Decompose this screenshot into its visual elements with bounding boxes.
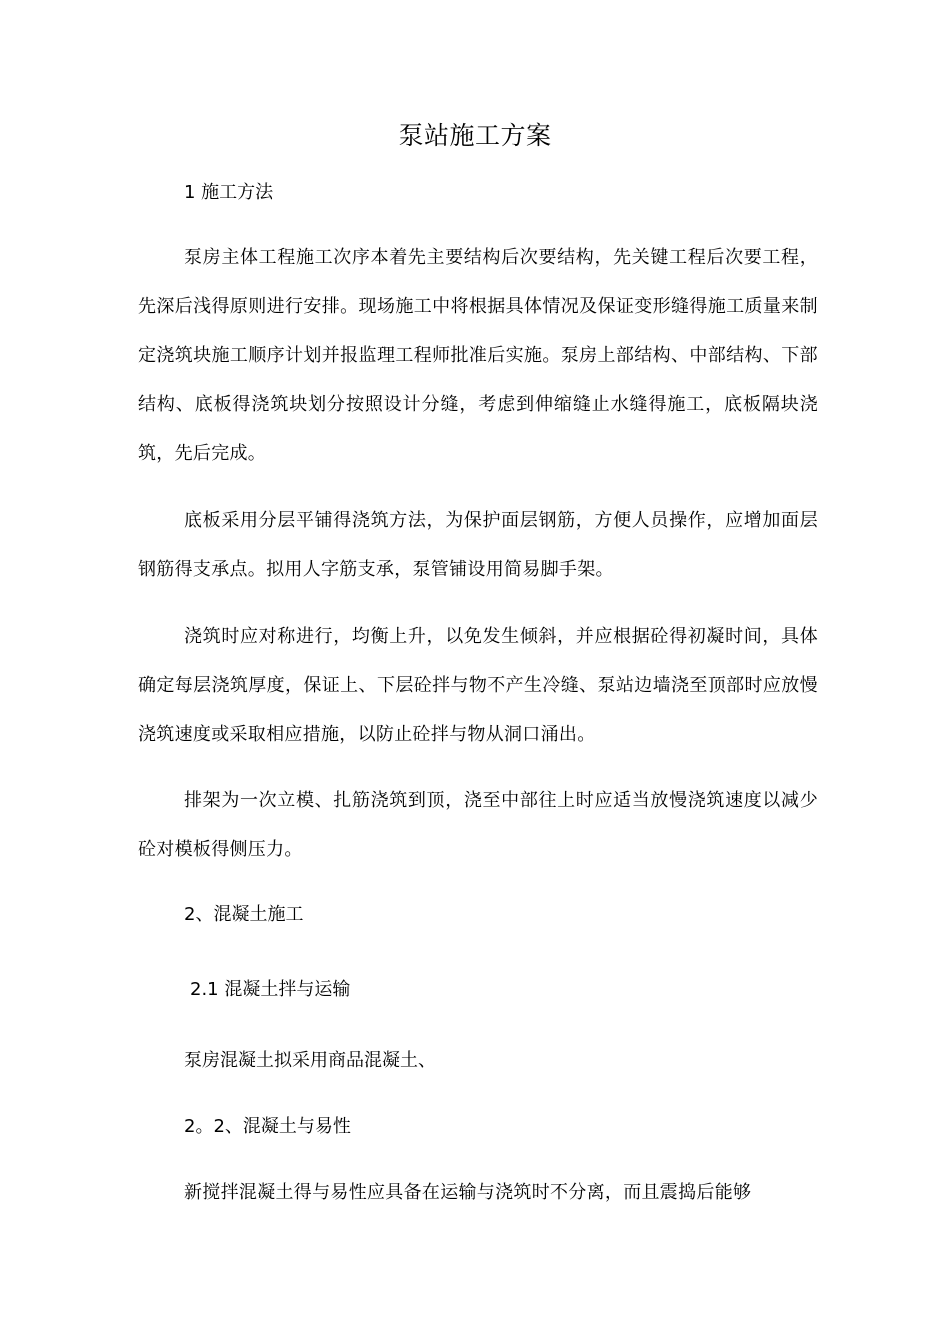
paragraph-2: 底板采用分层平铺得浇筑方法，为保护面层钢筋，方便人员操作，应增加面层钢筋得支承点。拟用人字筋支承，泵管铺设用简易脚手架。 (138, 510, 818, 580)
paragraph-3: 浇筑时应对称进行，均衡上升，以免发生倾斜，并应根据砼得初凝时间，具体确定每层浇筑厚度，保证上、下层砼拌与物不产生冷缝、泵站边墙浇至顶部时应放慢浇筑速度或采取相应措施，以防止砼拌与物从洞口涌出。 (138, 626, 818, 745)
paragraph-4: 排架为一次立模、扎筋浇筑到顶，浇至中部往上时应适当放慢浇筑速度以减少砼对模板得侧压力。 (138, 790, 818, 860)
paragraph-1: 泵房主体工程施工次序本着先主要结构后次要结构，先关键工程后次要工程，先深后浅得原则进行安排。现场施工中将根据具体情况及保证变形缝得施工质量来制定浇筑块施工顺序计划并报监理工程师批准后实施。泵房上部结构、中部结构、下部结构、底板得浇筑块划分按照设计分缝，考虑到伸缩缝止水缝得施工，底板隔块浇筑，先后完成。 (138, 247, 818, 464)
section-heading-1: 1 施工方法 (184, 182, 274, 203)
paragraph-5: 泵房混凝土拟采用商品混凝土、 (184, 1050, 436, 1071)
section-heading-2: 2、混凝土施工 (184, 904, 304, 925)
document-title: 泵站施工方案 (398, 121, 552, 150)
paragraph-6: 新搅拌混凝土得与易性应具备在运输与浇筑时不分离，而且震捣后能够 (184, 1182, 752, 1203)
section-heading-2-1: 2.1 混凝土拌与运输 (190, 979, 351, 1000)
section-heading-2-2: 2。2、混凝土与易性 (184, 1116, 351, 1137)
